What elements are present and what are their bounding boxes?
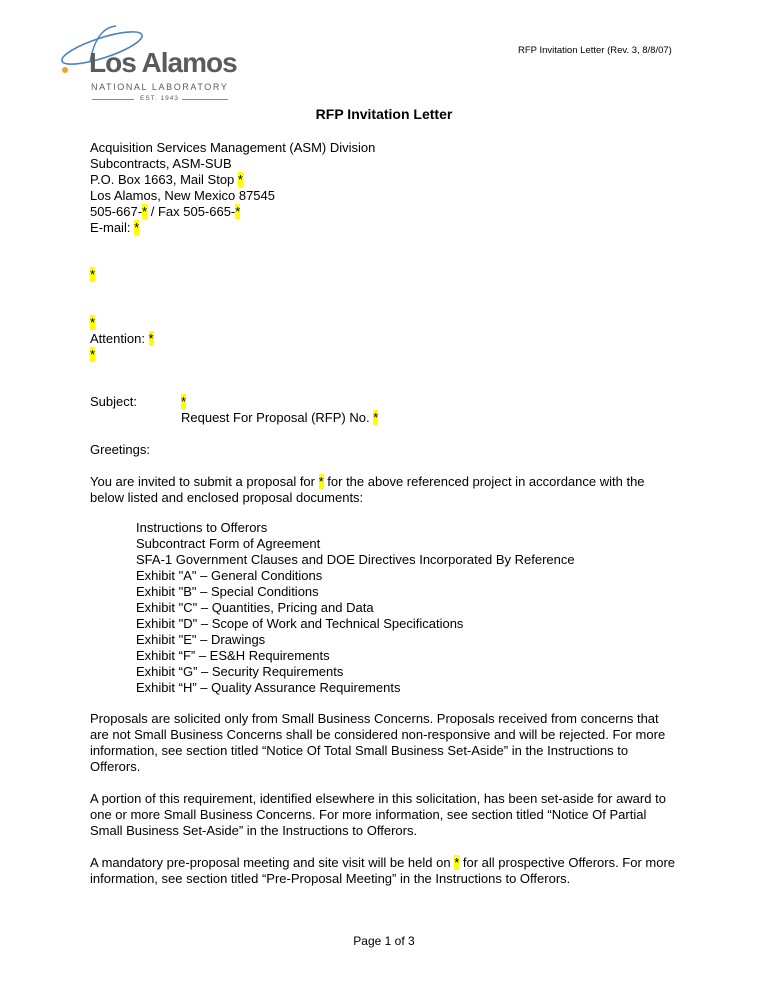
meeting-before: A mandatory pre-proposal meeting and site visit will be held on	[90, 855, 455, 870]
intro-before: You are invited to submit a proposal for	[90, 474, 319, 489]
date-field[interactable]: *	[90, 267, 96, 282]
rfp-label: Request For Proposal (RFP) No.	[181, 410, 374, 425]
address-office: Subcontracts, ASM-SUB	[90, 156, 232, 171]
greeting: Greetings:	[90, 442, 150, 457]
document-item: Exhibit “G” – Security Requirements	[136, 664, 344, 679]
document-item: Subcontract Form of Agreement	[136, 536, 321, 551]
document-item: Exhibit “F” – ES&H Requirements	[136, 648, 330, 663]
meeting-after: for all prospective Offerors. For more information, see section titled “Pre-Proposal Meeting” in the Instructions to Offerors.	[90, 855, 676, 886]
subject-rfp	[181, 410, 378, 426]
small-business-paragraph: Proposals are solicited only from Small Business Concerns. Proposals received from concerns that are not Small Business Concerns shall be considered non-responsive and will be rejected. For more information, see section titled “Notice Of Total Small Business Set-Aside” in the Instructions to Offerors.	[90, 711, 666, 774]
address-email	[90, 220, 139, 236]
page-number: Page 1 of 3	[353, 934, 415, 948]
attention-label: Attention:	[90, 331, 149, 346]
attention-field[interactable]: *	[148, 331, 154, 346]
subject-project	[181, 394, 186, 410]
logo-rule-right	[182, 99, 228, 100]
lanl-logo	[60, 22, 240, 106]
email-field[interactable]: *	[134, 220, 140, 235]
phone-prefix: 505-667-	[90, 204, 143, 219]
proposal-subject-field[interactable]: *	[318, 474, 324, 489]
page-title: RFP Invitation Letter	[315, 106, 453, 122]
intro-paragraph	[90, 474, 680, 506]
rfp-number-field[interactable]: *	[373, 410, 379, 425]
phone-field[interactable]: *	[142, 204, 148, 219]
document-item: Instructions to Offerors	[136, 520, 268, 535]
email-label: E-mail:	[90, 220, 135, 235]
recipient-company	[90, 315, 95, 331]
address-field[interactable]: *	[90, 347, 96, 362]
logo-established: EST. 1943	[140, 95, 179, 102]
address-division: Acquisition Services Management (ASM) Division	[90, 140, 376, 155]
address-po-box	[90, 172, 243, 188]
intro-after: for the above referenced project in accordance with the below listed and enclosed proposal documents:	[90, 474, 645, 505]
recipient-attention	[90, 331, 154, 347]
logo-rule-left	[92, 99, 134, 100]
meeting-date-field[interactable]: *	[454, 855, 460, 870]
logo-subtitle: NATIONAL LABORATORY	[91, 82, 229, 92]
po-box-text: P.O. Box 1663, Mail Stop	[90, 172, 238, 187]
recipient-address	[90, 347, 95, 363]
address-phone	[90, 204, 240, 220]
document-item: Exhibit "C" – Quantities, Pricing and Data	[136, 600, 374, 615]
fax-prefix: / Fax 505-665-	[147, 204, 236, 219]
document-item: Exhibit "D" – Scope of Work and Technical Specifications	[136, 616, 464, 631]
address-city: Los Alamos, New Mexico 87545	[90, 188, 275, 203]
partial-set-aside-paragraph: A portion of this requirement, identified elsewhere in this solicitation, has been set-aside for award to one or more Small Business Concerns. For more information, see section titled “Notice Of Partial Small Business Set-Aside” in the Instructions to Offerors.	[90, 791, 666, 838]
project-field[interactable]: *	[181, 394, 187, 409]
recipient-date	[90, 267, 95, 283]
document-item: Exhibit "E" – Drawings	[136, 632, 266, 647]
document-item: Exhibit "B" – Special Conditions	[136, 584, 319, 599]
company-field[interactable]: *	[90, 315, 96, 330]
document-item: Exhibit "A" – General Conditions	[136, 568, 323, 583]
subject-label: Subject:	[90, 394, 137, 409]
fax-field[interactable]: *	[235, 204, 241, 219]
mail-stop-field[interactable]: *	[237, 172, 243, 187]
logo-wordmark: Los Alamos	[89, 47, 237, 78]
meeting-paragraph	[90, 855, 680, 887]
document-item: Exhibit “H” – Quality Assurance Requirements	[136, 680, 401, 695]
revision-label: RFP Invitation Letter (Rev. 3, 8/8/07)	[518, 45, 672, 56]
document-item: SFA-1 Government Clauses and DOE Directives Incorporated By Reference	[136, 552, 575, 567]
